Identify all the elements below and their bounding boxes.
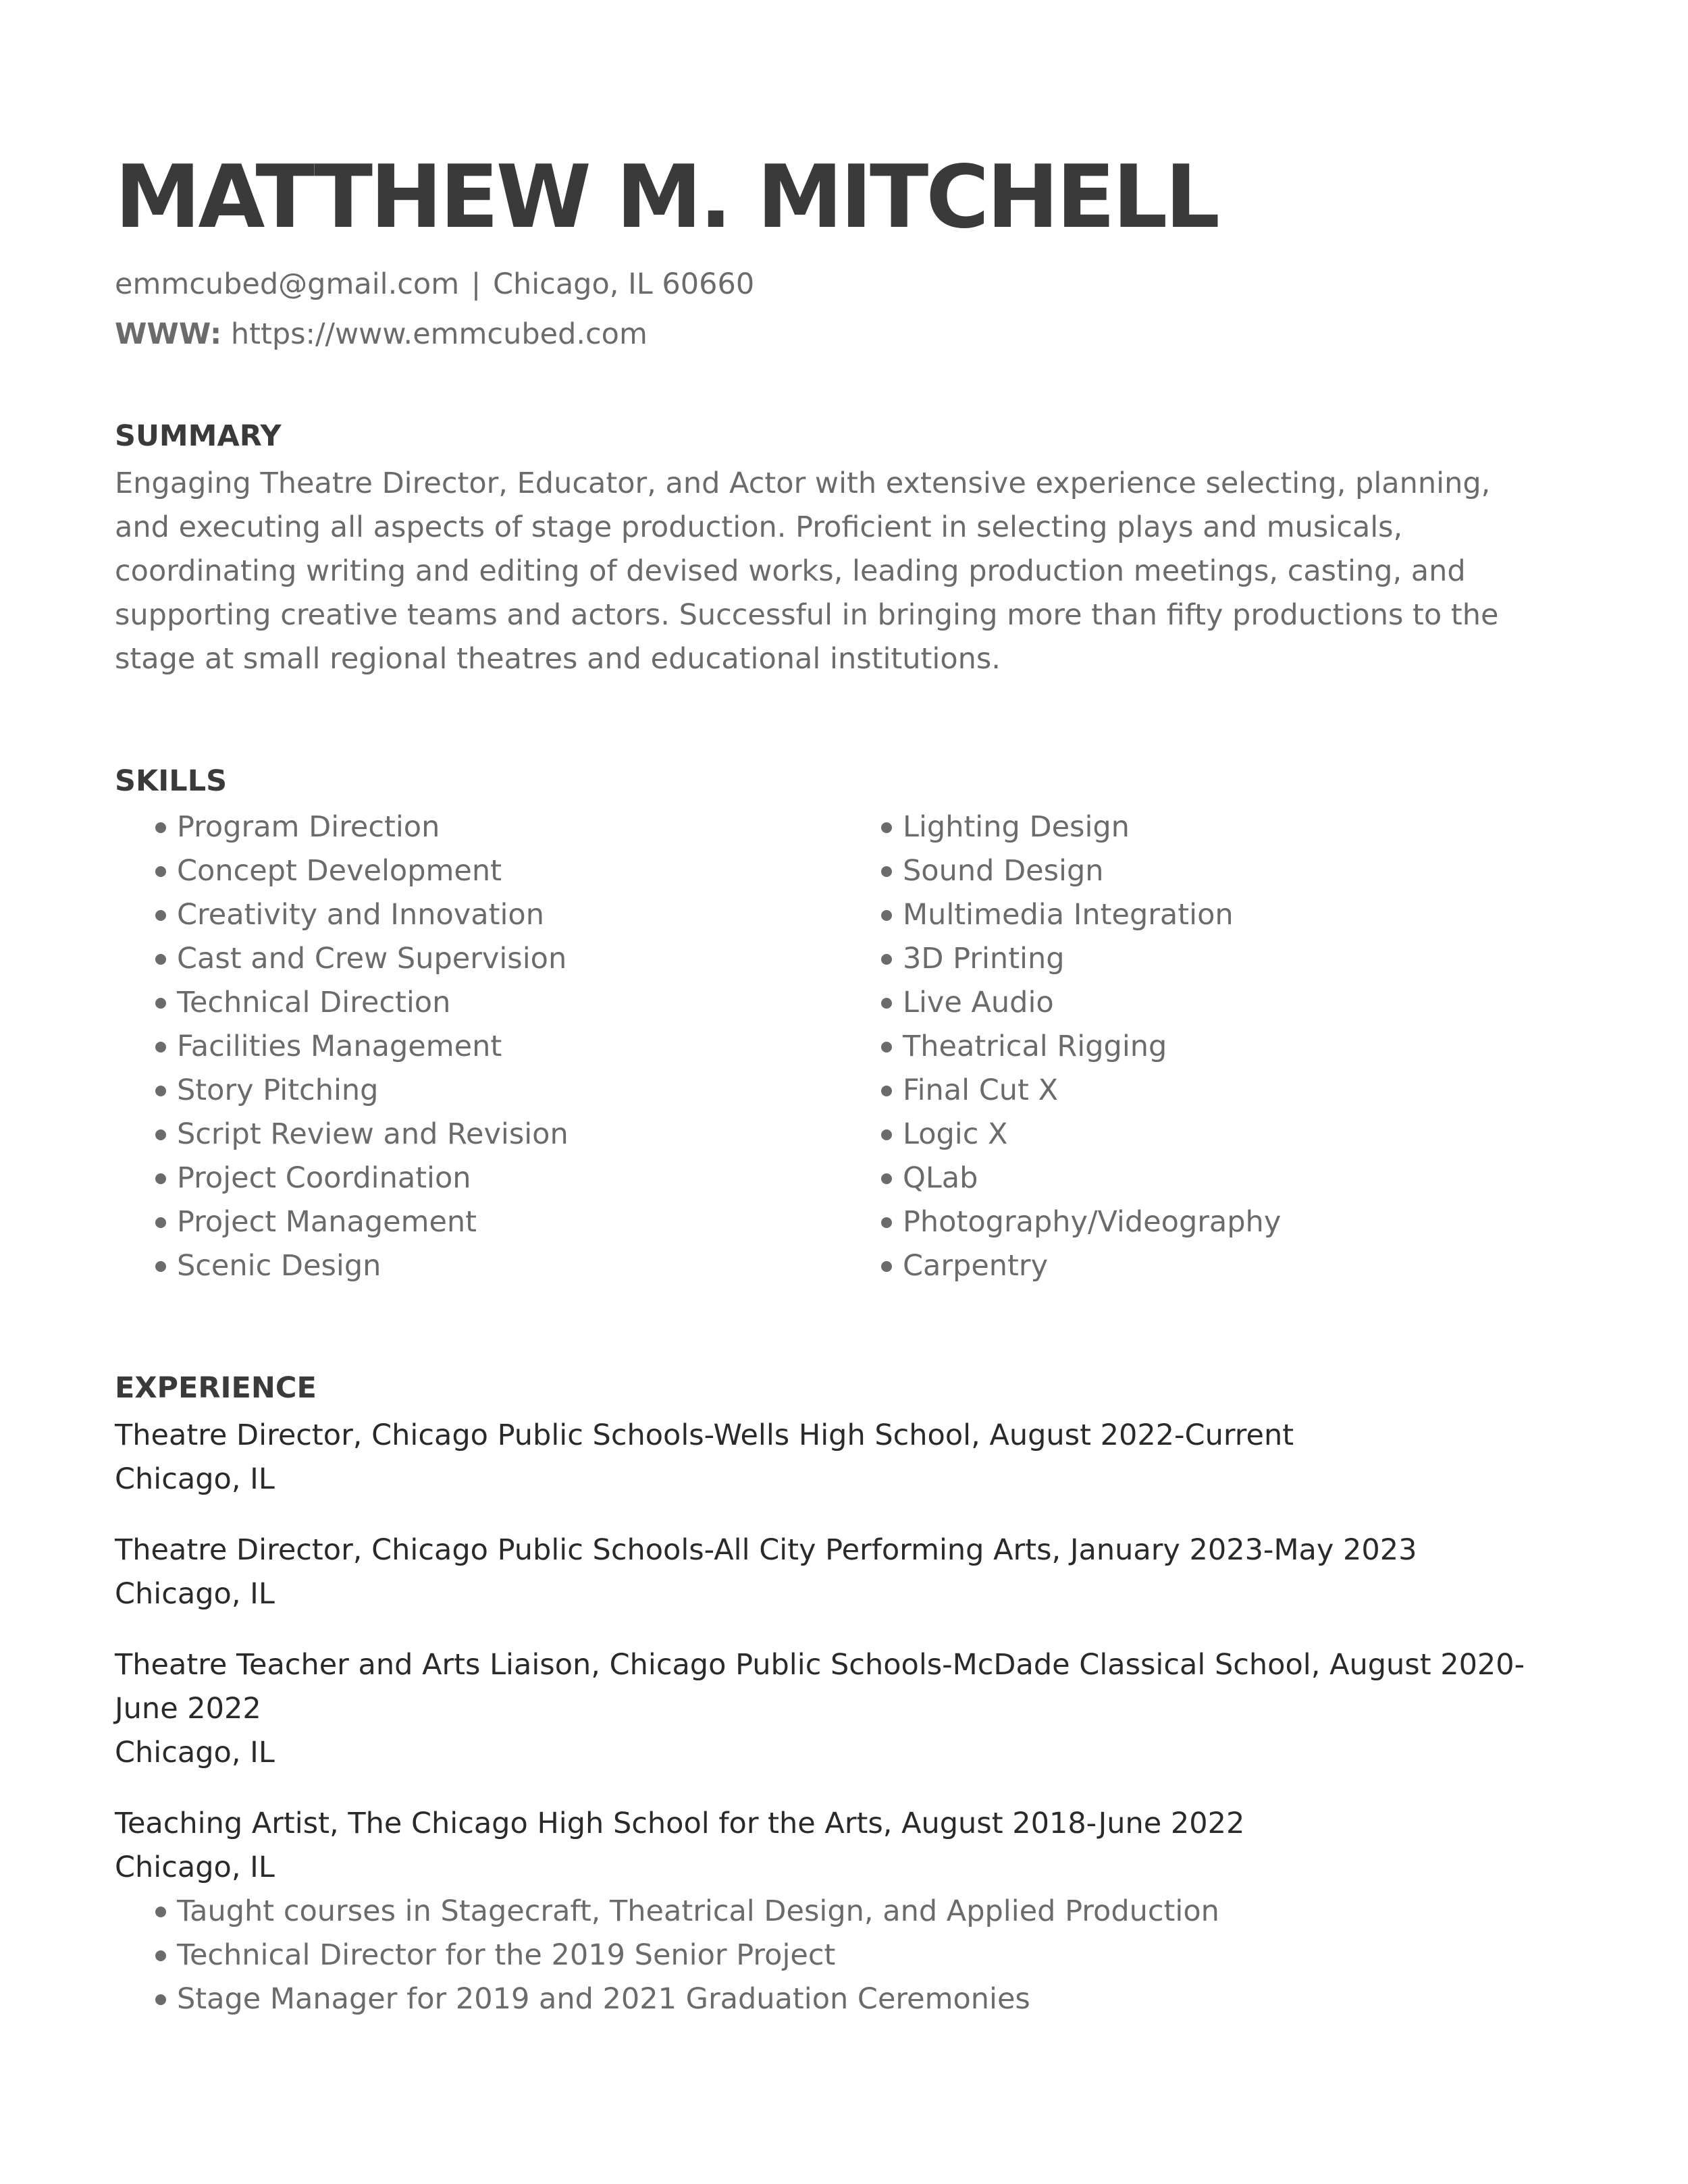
job-heading: Theatre Director, Chicago Public Schools-All City Performing Arts, January 2023-May 2023 xyxy=(115,1533,1417,1567)
skill-item: Creativity and Innovation xyxy=(115,893,841,937)
contact-separator: | xyxy=(471,267,481,301)
job-bullet: Technical Director for the 2019 Senior Project xyxy=(115,1934,1553,1977)
candidate-name: MATTHEW M. MITCHELL xyxy=(115,147,1217,248)
email-address: emmcubed@gmail.com xyxy=(115,267,460,301)
job-entry xyxy=(115,1643,1553,1775)
job-entry xyxy=(115,1414,1553,1501)
skill-item: Technical Direction xyxy=(115,981,841,1025)
job-heading: Theatre Director, Chicago Public Schools-Wells High School, August 2022-Current xyxy=(115,1418,1294,1452)
website-line xyxy=(115,309,1580,359)
skill-item: Lighting Design xyxy=(841,805,1281,849)
skill-item: Theatrical Rigging xyxy=(841,1025,1281,1069)
skill-item: Final Cut X xyxy=(841,1069,1281,1113)
job-entry xyxy=(115,1802,1553,2021)
skill-item: Carpentry xyxy=(841,1244,1281,1288)
skill-item: Project Coordination xyxy=(115,1156,841,1200)
job-entry xyxy=(115,1528,1553,1616)
skill-item: Concept Development xyxy=(115,849,841,893)
skill-item: Scenic Design xyxy=(115,1244,841,1288)
summary-text: Engaging Theatre Director, Educator, and Actor with extensive experience selecting, planning, and executing all aspects of stage production. Proficient in selecting plays and musicals, coordinating writing and editing of devised works, leading production meetings, casting, and supporting creative teams and actors. Successful in bringing more than fifty productions to the stage at small regional theatres and educational institutions. xyxy=(115,467,1499,676)
skills-right-column xyxy=(841,805,1281,1288)
job-location: Chicago, IL xyxy=(115,1850,275,1884)
skill-item: Logic X xyxy=(841,1113,1281,1156)
job-location: Chicago, IL xyxy=(115,1577,275,1611)
job-heading: Theatre Teacher and Arts Liaison, Chicago Public Schools-McDade Classical School, August 2020-June 2022 xyxy=(115,1648,1525,1726)
job-bullet: Taught courses in Stagecraft, Theatrical Design, and Applied Production xyxy=(115,1890,1553,1934)
skill-item: Script Review and Revision xyxy=(115,1113,841,1156)
summary-heading: SUMMARY xyxy=(115,419,282,453)
skill-item: Story Pitching xyxy=(115,1069,841,1113)
skill-item: 3D Printing xyxy=(841,937,1281,981)
skills-heading: SKILLS xyxy=(115,764,228,798)
job-location: Chicago, IL xyxy=(115,1736,275,1769)
job-bullet-list xyxy=(115,1890,1553,2021)
skills-columns xyxy=(115,805,1580,1288)
skill-item: Cast and Crew Supervision xyxy=(115,937,841,981)
skill-item: Multimedia Integration xyxy=(841,893,1281,937)
skills-left-column xyxy=(115,805,841,1288)
skill-item: Facilities Management xyxy=(115,1025,841,1069)
experience-heading: EXPERIENCE xyxy=(115,1371,317,1405)
contact-line xyxy=(115,259,1580,309)
skill-item: QLab xyxy=(841,1156,1281,1200)
website-label: WWW: xyxy=(115,317,222,351)
job-location: Chicago, IL xyxy=(115,1462,275,1496)
resume-page xyxy=(115,147,1580,2021)
skill-item: Photography/Videography xyxy=(841,1200,1281,1244)
contact-block xyxy=(115,259,1580,359)
skill-item: Program Direction xyxy=(115,805,841,849)
job-heading: Teaching Artist, The Chicago High School for the Arts, August 2018-June 2022 xyxy=(115,1807,1245,1840)
location: Chicago, IL 60660 xyxy=(492,267,755,301)
skill-item: Sound Design xyxy=(841,849,1281,893)
skill-item: Project Management xyxy=(115,1200,841,1244)
job-bullet: Stage Manager for 2019 and 2021 Graduation Ceremonies xyxy=(115,1977,1553,2021)
website-link[interactable]: https://www.emmcubed.com xyxy=(230,317,648,351)
skill-item: Live Audio xyxy=(841,981,1281,1025)
